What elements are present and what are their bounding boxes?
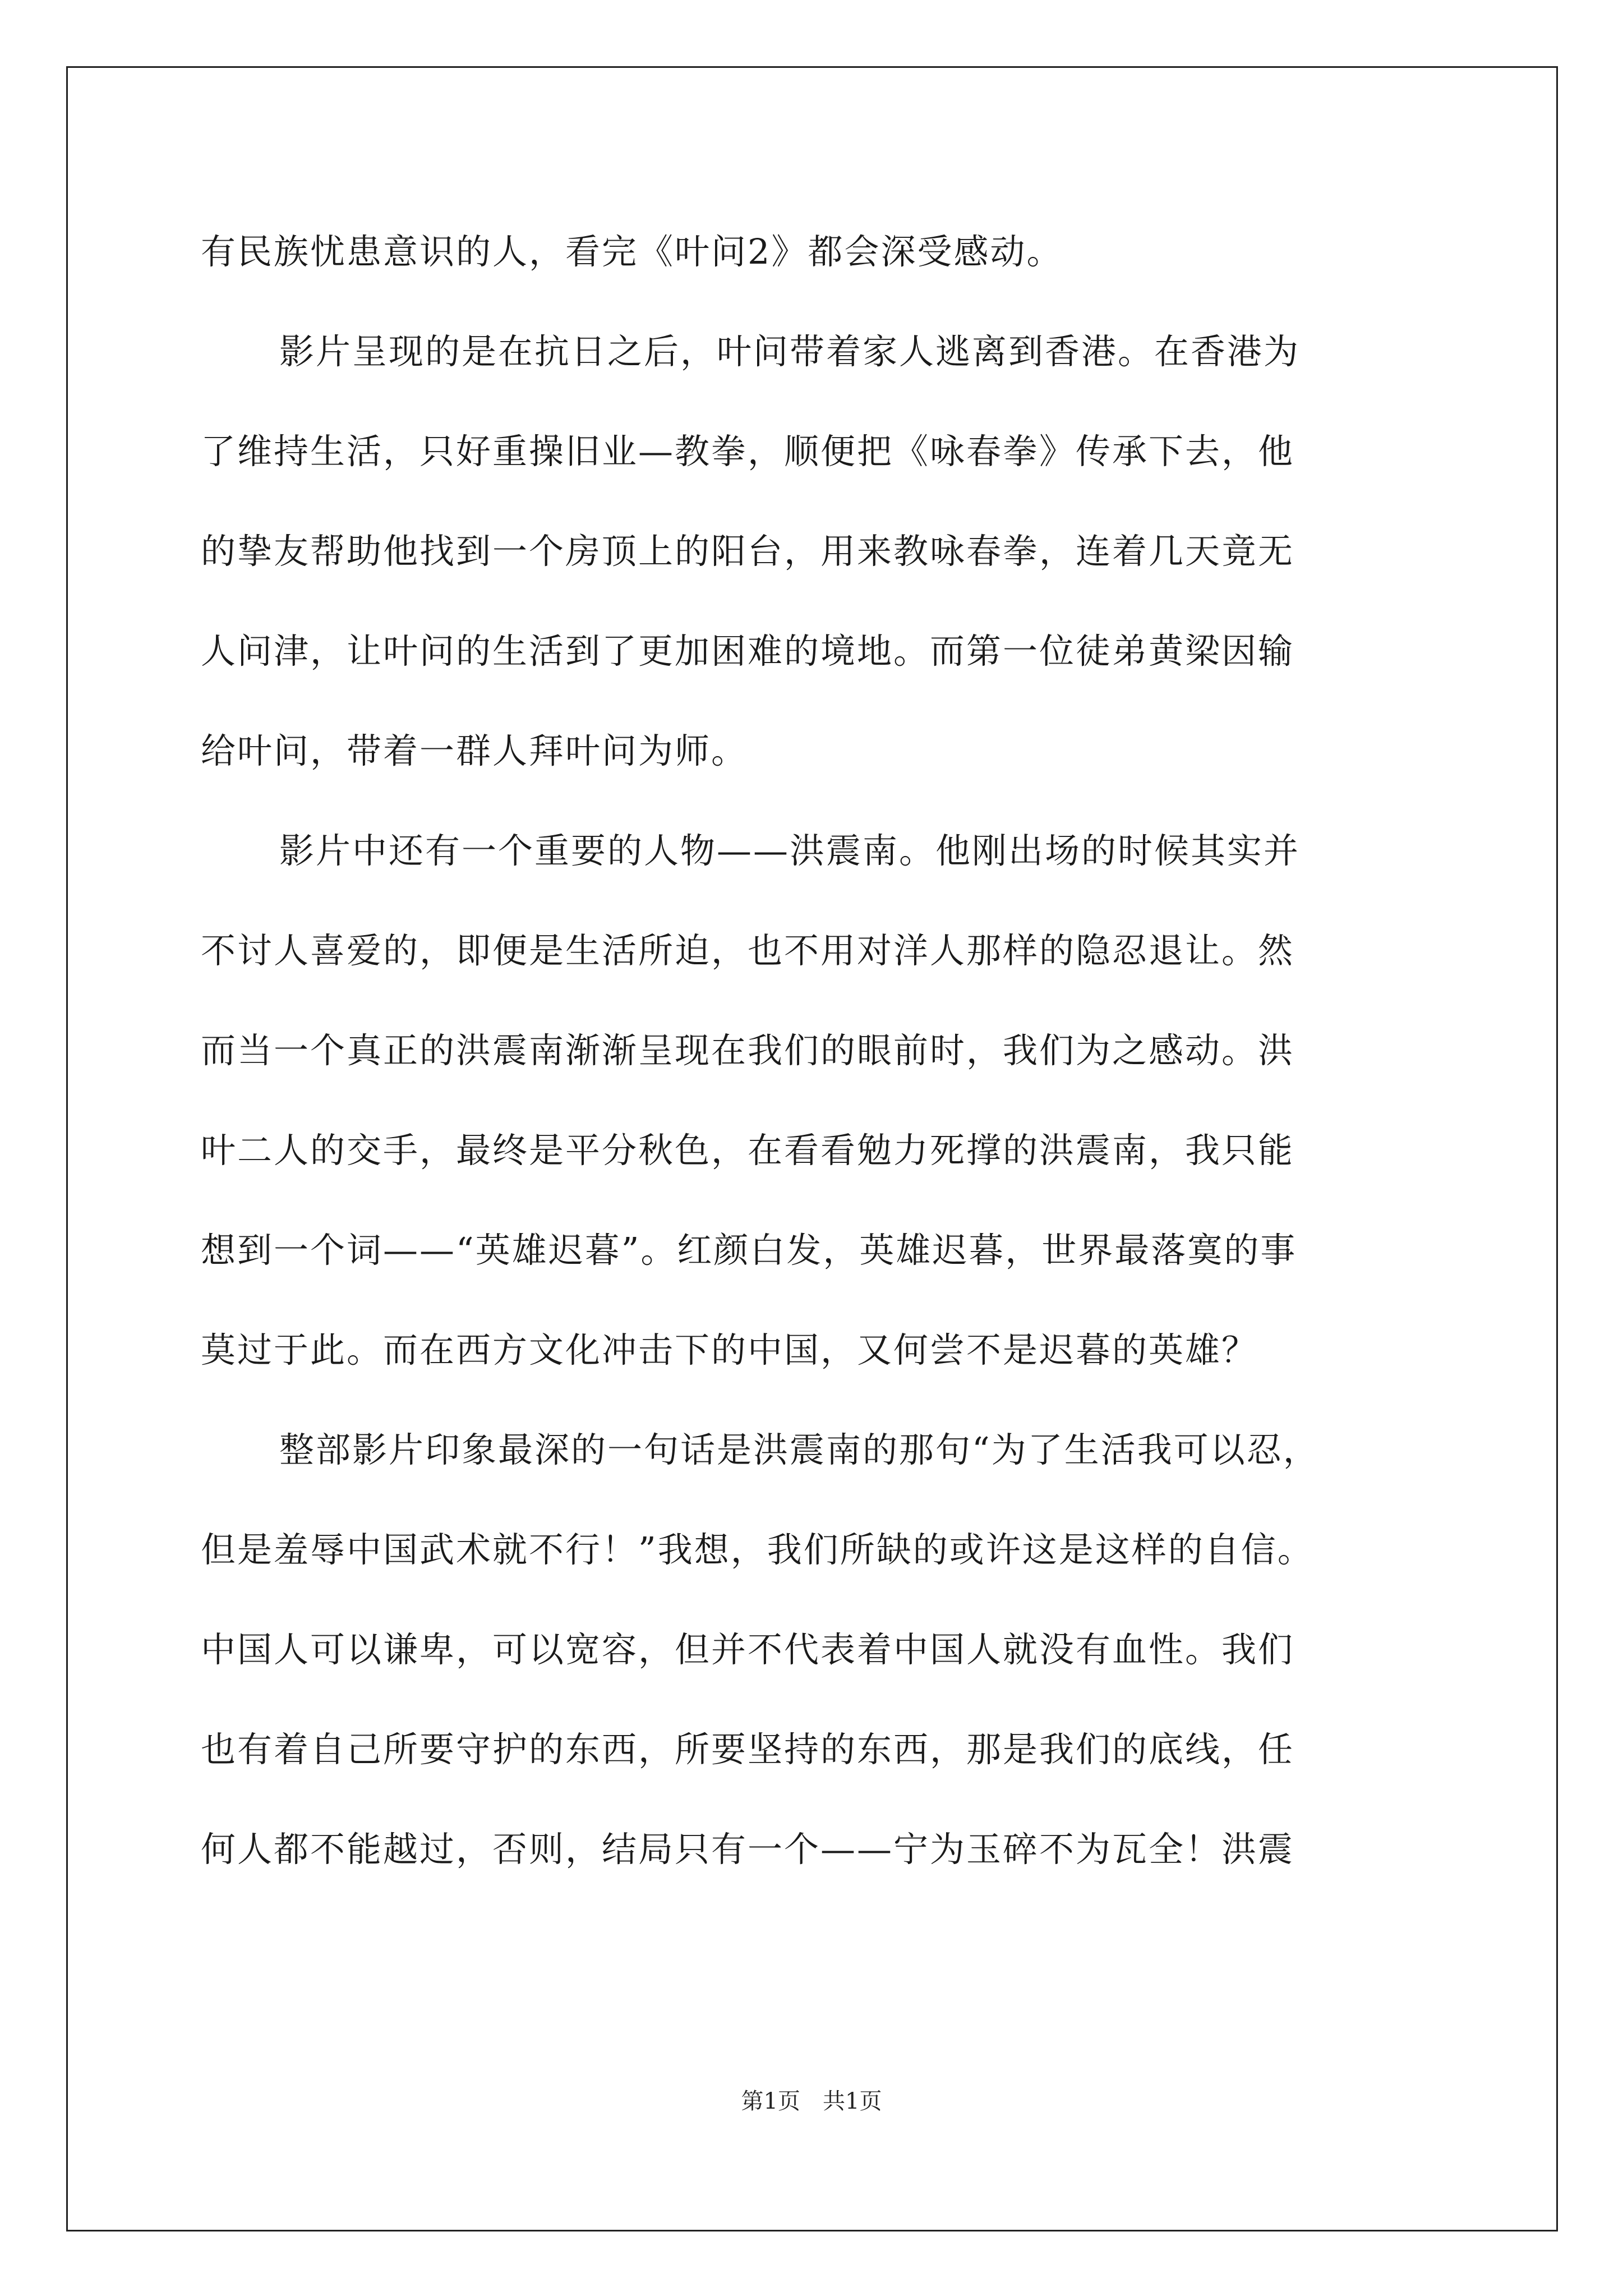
page-number-total: 共1页 (823, 2088, 882, 2114)
text-line: 而当一个真正的洪震南渐渐呈现在我们的眼前时，我们为之感动。洪 (201, 1030, 1295, 1071)
page-footer (0, 2085, 1623, 2118)
text-line: 想到一个词——“英雄迟暮”。红颜白发，英雄迟暮，世界最落寞的事 (201, 1230, 1297, 1271)
text-line: 有民族忧患意识的人，看完《叶问2》都会深受感动。 (201, 231, 1063, 272)
text-line: 中国人可以谦卑，可以宽容，但并不代表着中国人就没有血性。我们 (201, 1629, 1295, 1670)
text-line: 整部影片印象最深的一句话是洪震南的那句“为了生活我可以忍， (279, 1429, 1320, 1470)
text-line: 不讨人喜爱的，即便是生活所迫，也不用对洋人那样的隐忍退让。然 (201, 930, 1295, 971)
text-line: 了维持生活，只好重操旧业—教拳，顺便把《咏春拳》传承下去，他 (201, 431, 1295, 472)
text-line: 叶二人的交手，最终是平分秋色，在看看勉力死撑的洪震南，我只能 (201, 1130, 1295, 1171)
document-body (201, 202, 1435, 1899)
text-line: 何人都不能越过，否则，结局只有一个——宁为玉碎不为瓦全！洪震 (201, 1829, 1295, 1870)
text-line: 影片呈现的是在抗日之后，叶问带着家人逃离到香港。在香港为 (279, 331, 1301, 372)
text-line: 人问津，让叶问的生活到了更加困难的境地。而第一位徒弟黄梁因输 (201, 631, 1295, 671)
text-line: 也有着自己所要守护的东西，所要坚持的东西，那是我们的底线，任 (201, 1729, 1295, 1770)
text-line: 的挚友帮助他找到一个房顶上的阳台，用来教咏春拳，连着几天竟无 (201, 531, 1295, 572)
page-number-current: 第1页 (741, 2088, 800, 2114)
text-line: 但是羞辱中国武术就不行！”我想，我们所缺的或许这是这样的自信。 (201, 1529, 1314, 1570)
text-line: 莫过于此。而在西方文化冲击下的中国，又何尝不是迟暮的英雄？ (201, 1329, 1258, 1370)
text-line: 影片中还有一个重要的人物——洪震南。他刚出场的时候其实并 (279, 830, 1301, 871)
text-line: 给叶问，带着一群人拜叶问为师。 (201, 730, 748, 771)
